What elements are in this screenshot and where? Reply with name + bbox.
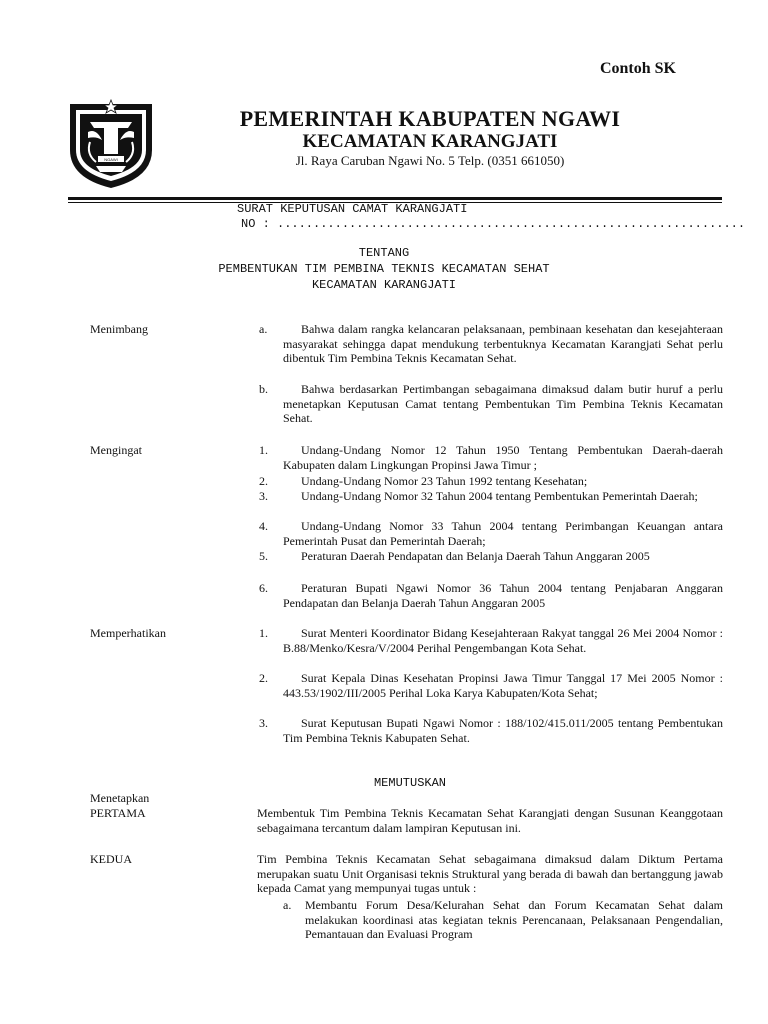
list-marker: 3. [259, 716, 268, 730]
list-item [283, 626, 723, 672]
list-marker: a. [259, 322, 268, 336]
menimbang-label: Menimbang [90, 322, 148, 336]
list-marker: 3. [259, 489, 268, 503]
list-item [283, 382, 723, 430]
list-item [283, 671, 723, 717]
mengingat-label: Mengingat [90, 443, 142, 457]
list-marker: a. [283, 898, 292, 912]
list-marker: 4. [259, 519, 268, 533]
list-item [283, 443, 723, 473]
memperhatikan-label: Memperhatikan [90, 626, 166, 640]
decree-about: TENTANG [358, 246, 410, 260]
list-item [283, 581, 723, 611]
list-item: Membantu Forum Desa/Kelurahan Sehat dan Forum Kecamatan Sehat dalam melakukan koordinasi atas kegiatan teknis Perencanaan, Pelaksanaan Pengendalian, Pemantauan dan Evaluasi Program [305, 898, 723, 941]
decision-heading: MEMUTUSKAN [373, 776, 446, 790]
header-rule-thick [68, 197, 722, 200]
list-item [283, 519, 723, 549]
list-item-text: Peraturan Daerah Pendapatan dan Belanja Daerah Tahun Anggaran 2005 [301, 549, 650, 563]
list-item [283, 489, 723, 519]
list-item-text: Surat Menteri Koordinator Bidang Kesejahteraan Rakyat tanggal 26 Mei 2004 Nomor : B.88/Menko/Kesra/V/2004 Perihal Pengembangan Kota Sehat. [283, 626, 723, 655]
decree-subject-2: KECAMATAN KARANGJATI [311, 278, 457, 292]
list-item-text: Surat Keputusan Bupati Ngawi Nomor : 188/102/415.011/2005 tentang Pembentukan Tim Pembina Teknis Kabupaten Sehat. [283, 716, 723, 745]
kedua-label: KEDUA [90, 852, 132, 866]
list-marker: 5. [259, 549, 268, 563]
list-item [283, 716, 723, 746]
list-item [283, 322, 723, 384]
list-item-text: Peraturan Bupati Ngawi Nomor 36 Tahun 2004 tentang Penjabaran Anggaran Pendapatan dan Belanja Daerah Tahun Anggaran 2005 [283, 581, 723, 610]
list-item-text: Undang-Undang Nomor 12 Tahun 1950 Tentang Pembentukan Daerah-daerah Kabupaten dalam Lingkungan Propinsi Jawa Timur ; [283, 443, 723, 472]
list-marker: 2. [259, 671, 268, 685]
decree-number: NO : ................................................................. [241, 217, 746, 231]
list-marker: 2. [259, 474, 268, 488]
address-line: Jl. Raya Caruban Ngawi No. 5 Telp. (0351 661050) [295, 153, 565, 168]
list-item-text: Bahwa dalam rangka kelancaran pelaksanaan, pembinaan kesehatan dan kesejahteraan masyarakat sehingga dapat mendukung terbentuknya Kecamatan Karangjati Sehat perlu dibentuk Tim Pembina Teknis Kecamatan Sehat. [283, 322, 723, 365]
page-subtitle: KECAMATAN KARANGJATI [302, 131, 558, 152]
list-item-text: Surat Kepala Dinas Kesehatan Propinsi Jawa Timur Tanggal 17 Mei 2005 Nomor : 443.53/1902/III/2005 Perihal Loka Karya Kabupaten/Kota Sehat; [283, 671, 723, 700]
kedua-text: Tim Pembina Teknis Kecamatan Sehat sebagaimana dimaksud dalam Diktum Pertama merupakan suatu Unit Organisasi teknis Struktural yang berada di bawah dan bertanggung jawab kepada Camat yang mempunyai tugas untuk : [257, 852, 723, 895]
emblem-motto: NGAWI [104, 157, 118, 162]
list-marker: 6. [259, 581, 268, 595]
list-marker: 1. [259, 443, 268, 457]
list-item-text: Bahwa berdasarkan Pertimbangan sebagaimana dimaksud dalam butir huruf a perlu menetapkan Keputusan Camat tentang Pembentukan Tim Pembina Teknis Kecamatan Sehat. [283, 382, 723, 425]
pertama-label: PERTAMA [90, 806, 146, 820]
page-title: PEMERINTAH KABUPATEN NGAWI [239, 106, 621, 131]
regency-emblem-icon [66, 98, 156, 190]
list-item [283, 549, 723, 579]
list-marker: 1. [259, 626, 268, 640]
list-marker: b. [259, 382, 268, 396]
corner-label: Contoh SK [599, 60, 676, 77]
pertama-text: Membentuk Tim Pembina Teknis Kecamatan Sehat Karangjati dengan Susunan Keanggotaan sebagaimana tercantum dalam lampiran Keputusan ini. [257, 806, 723, 835]
list-item-text: Undang-Undang Nomor 32 Tahun 2004 tentang Pembentukan Pemerintah Daerah; [301, 489, 698, 503]
list-item [283, 474, 723, 490]
decree-subject-1: PEMBENTUKAN TIM PEMBINA TEKNIS KECAMATAN SEHAT [218, 262, 550, 276]
menetapkan-label: Menetapkan [90, 791, 150, 805]
list-item-text: Undang-Undang Nomor 33 Tahun 2004 tentang Perimbangan Keuangan antara Pemerintah Pusat dan Pemerintah Daerah; [283, 519, 723, 548]
list-item-text: Undang-Undang Nomor 23 Tahun 1992 tentang Kesehatan; [301, 474, 588, 488]
decree-title: SURAT KEPUTUSAN CAMAT KARANGJATI [237, 202, 468, 216]
